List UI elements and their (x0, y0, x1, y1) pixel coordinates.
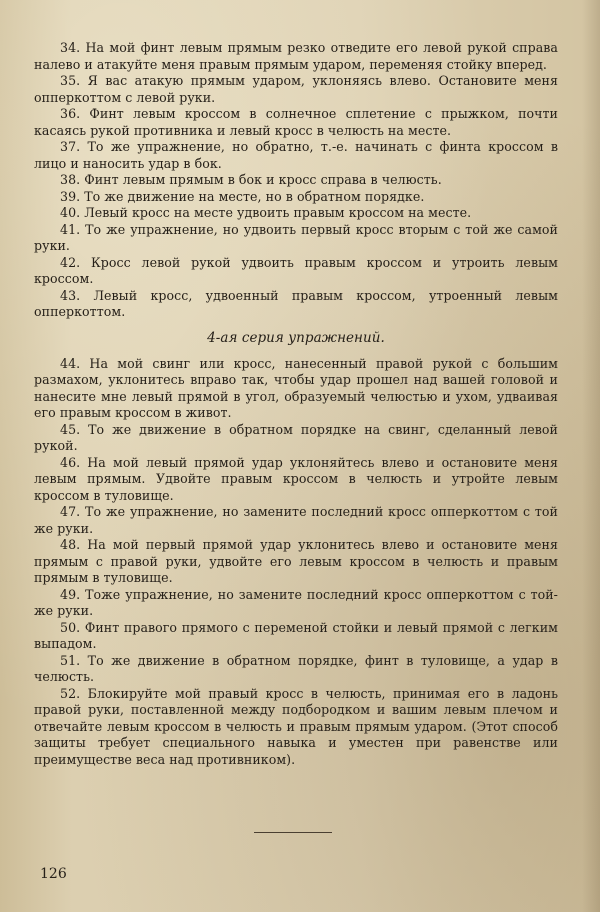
paragraph-46: 46. На мой левый прямой удар уклоняйтесь влево и остановите меня левым прямым. Удвойте правым кроссом в челюсть и утройте левым кроссом в туловище. (34, 454, 558, 503)
paragraph-41: 41. То же упражнение, но удвоить первый кросс вторым с той же самой руки. (34, 221, 558, 253)
paragraph-35: 35. Я вас атакую прямым ударом, уклоняясь влево. Остановите меня опперкоттом с левой руки. (34, 73, 558, 105)
paragraph-48: 48. На мой первый прямой удар уклонитесь влево и остановите меня прямым с правой руки, удвойте его левым кроссом в челюсть и правым прямым в туловище. (34, 537, 558, 585)
paragraph-49: 49. Тоже упражнение, но замените последний кросс опперкоттом с той-же руки. (34, 586, 558, 618)
paragraph-52: 52. Блокируйте мой правый кросс в челюсть, принимая его в ладонь правой руки, поставленной между подбородком и вашим левым плечом и отвечайте левым кроссом в челюсть и правым прямым ударом. (Этот способ защиты требует специального навыка и уместен при равенстве или преимуществе веса над противником). (34, 685, 558, 767)
paragraph-36: 36. Финт левым кроссом в солнечное сплетение с прыжком, почти касаясь рукой противника и левый кросс в челюсть на месте. (34, 106, 558, 138)
paragraph-38: 38. Финт левым прямым в бок и кросс справа в челюсть. (60, 172, 442, 187)
page-edge-shadow (582, 0, 600, 912)
paragraph-50: 50. Финт правого прямого с переменой стойки и левый прямой с легким выпадом. (34, 619, 558, 651)
paragraph-47: 47. То же упражнение, но замените последний кросс опперкоттом с той же руки. (34, 504, 558, 536)
page-body-text (34, 40, 558, 768)
paragraph-44: 44. На мой свинг или кросс, нанесенный правой рукой с большим размахом, уклонитесь вправо так, чтобы удар прошел над вашей головой и нанесите мне левый прямой в угол, образуемый челюстью и ухом, удваивая его правым кроссом в живот. (34, 355, 558, 420)
closing-rule (254, 832, 332, 833)
paragraph-34: 34. На мой финт левым прямым резко отведите его левой рукой справа налево и атакуйте меня правым прямым ударом, переменяя стойку вперед. (34, 40, 558, 72)
paragraph-39: 39. То же движение на месте, но в обратном порядке. (60, 188, 425, 204)
paragraph-40: 40. Левый кросс на месте удвоить правым кроссом на месте. (60, 205, 472, 220)
paragraph-51: 51. То же движение в обратном порядке, финт в туловище, а удар в челюсть. (34, 652, 558, 684)
section-heading: 4-ая серия упражнений. (207, 329, 385, 346)
paragraph-37: 37. То же упражнение, но обратно, т.-е. начинать с финта кроссом в лицо и наносить удар в бок. (34, 139, 558, 171)
paragraph-45: 45. То же движение в обратном порядке на свинг, сделанный левой рукой. (34, 421, 558, 453)
paragraph-42: 42. Кросс левой рукой удвоить правым кроссом и утроить левым кроссом. (34, 254, 558, 286)
paragraph-43: 43. Левый кросс, удвоенный правым кроссом, утроенный левым опперкоттом. (34, 287, 558, 319)
page-number: 126 (40, 866, 67, 882)
